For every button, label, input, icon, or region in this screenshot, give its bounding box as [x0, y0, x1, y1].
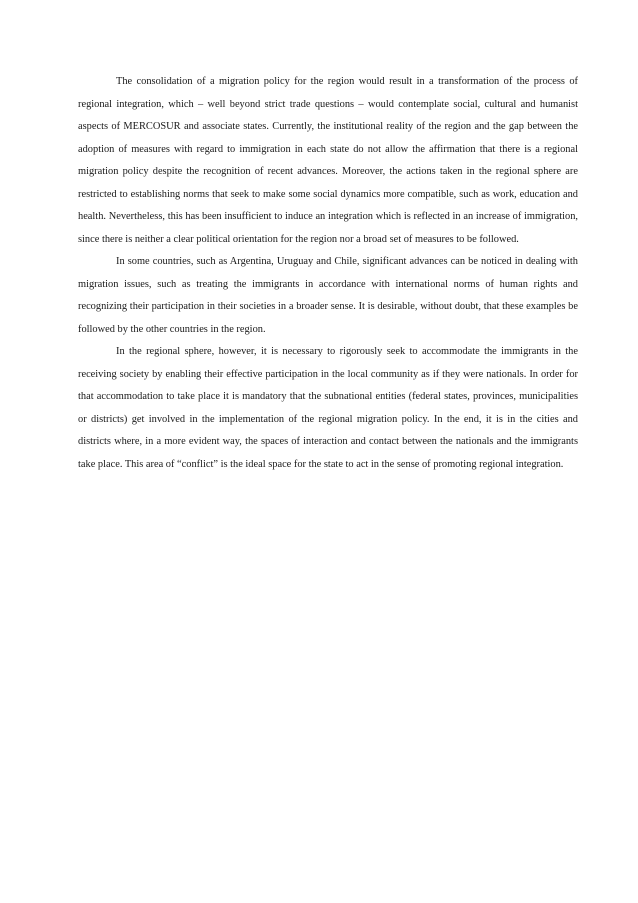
document-page	[78, 71, 578, 476]
paragraph-3: In the regional sphere, however, it is necessary to rigorously seek to accommodate the immigrants in the receiving society by enabling their effective participation in the local community as if they were nationals. In order for that accommodation to take place it is mandatory that the subnational entities (federal states, provinces, municipalities or districts) get involved in the implementation of the regional migration policy. In the end, it is in the cities and districts where, in a more evident way, the spaces of interaction and contact between the nationals and the immigrants take place. This area of “conflict” is the ideal space for the state to act in the sense of promoting regional integration.	[78, 346, 578, 470]
paragraph-1: The consolidation of a migration policy for the region would result in a transformation of the process of regional integration, which – well beyond strict trade questions – would contemplate social, cultural and humanist aspects of MERCOSUR and associate states. Currently, the institutional reality of the region and the gap between the adoption of measures with regard to immigration in each state do not allow the affirmation that there is a regional migration policy despite the recognition of recent advances. Moreover, the actions taken in the regional sphere are restricted to establishing norms that seek to make some social dynamics more compatible, such as work, education and health. Nevertheless, this has been insufficient to induce an integration which is reflected in an increase of immigration, since there is neither a clear political orientation for the region nor a broad set of measures to be followed.	[78, 76, 578, 245]
paragraph-2: In some countries, such as Argentina, Uruguay and Chile, significant advances can be noticed in dealing with migration issues, such as treating the immigrants in accordance with international norms of human rights and recognizing their participation in their societies in a broader sense. It is desirable, without doubt, that these examples be followed by the other countries in the region.	[78, 256, 578, 335]
